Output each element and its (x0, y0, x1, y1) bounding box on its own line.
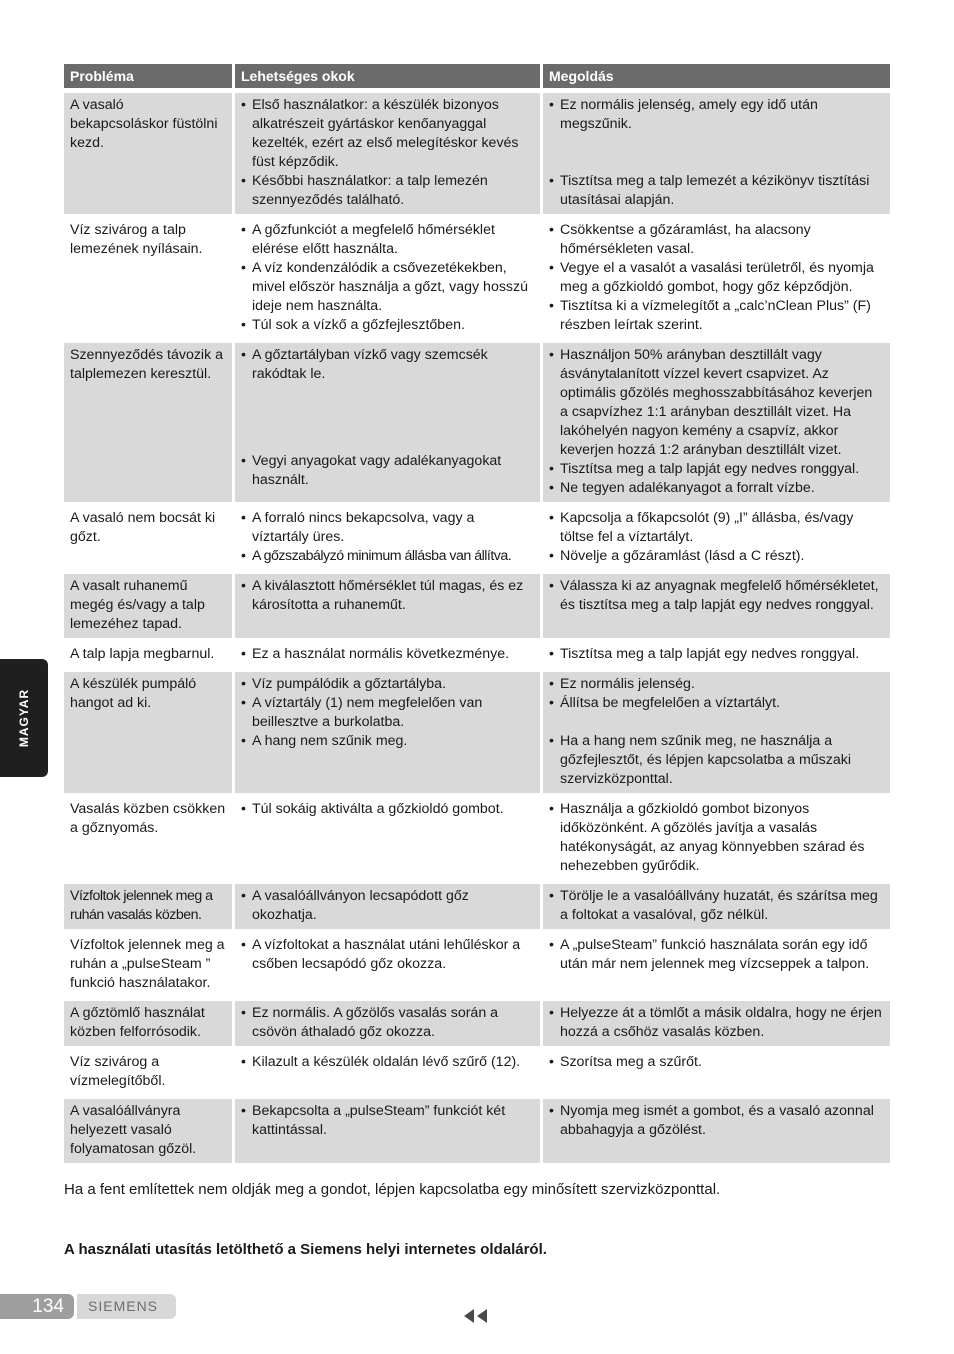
causes-cell (235, 506, 543, 574)
cause-item: • A hang nem szűnik meg. (241, 732, 534, 751)
causes-cell (235, 1001, 543, 1050)
header-solution: Megoldás (543, 64, 890, 93)
solution-item: • Válassza ki az anyagnak megfelelő hőmérsékletet, és tisztítsa meg a talp lapját egy nedves ronggyal. (549, 577, 884, 615)
solution-item: • Ez normális jelenség, amely egy idő után megszűnik. (549, 96, 884, 134)
table-row (64, 343, 890, 506)
causes-cell (235, 93, 543, 218)
solutions-cell (543, 933, 890, 1001)
cause-item: • Későbbi használatkor: a talp lemezén szennyeződés található. (241, 172, 534, 210)
problem-cell: A készülék pumpáló hangot ad ki. (64, 672, 235, 797)
solutions-cell (543, 672, 890, 797)
causes-cell (235, 1099, 543, 1167)
problem-cell: A vasalt ruhanemű megég és/vagy a talp lemezéhez tapad. (64, 574, 235, 642)
solution-item: • Tisztítsa meg a talp lemezét a kézikönyv tisztítási utasításai alapján. (549, 172, 884, 210)
problem-cell: A gőztömlő használat közben felforrósodik. (64, 1001, 235, 1050)
table-row (64, 506, 890, 574)
table-row (64, 574, 890, 642)
solutions-cell (543, 884, 890, 933)
problem-cell: Szennyeződés távozik a talplemezen keresztül. (64, 343, 235, 506)
solutions-cell (543, 93, 890, 218)
solutions-cell (543, 343, 890, 506)
causes-cell (235, 574, 543, 642)
solution-item: • Törölje le a vasalóállvány huzatát, és szárítsa meg a foltokat a vasalóval, gőz nélkül. (549, 887, 884, 925)
solutions-cell (543, 1001, 890, 1050)
table-row (64, 1050, 890, 1099)
problem-cell: A vasaló nem bocsát ki gőzt. (64, 506, 235, 574)
solution-item: • Ez normális jelenség. (549, 675, 884, 694)
solution-item: • Helyezze át a tömlőt a másik oldalra, hogy ne érjen hozzá a csőhöz vasalás közben. (549, 1004, 884, 1042)
download-note: A használati utasítás letölthető a Siemens helyi internetes oldaláról. (64, 1241, 547, 1258)
causes-cell (235, 884, 543, 933)
cause-item: • Víz pumpálódik a gőztartályba. (241, 675, 534, 694)
cause-item: • Vegyi anyagokat vagy adalékanyagokat használt. (241, 452, 534, 490)
cause-item: • Túl sokáig aktiválta a gőzkioldó gombot. (241, 800, 534, 819)
causes-cell (235, 642, 543, 672)
causes-cell (235, 343, 543, 506)
problem-cell: Vízfoltok jelennek meg a ruhán a „pulseSteam ” funkció használatakor. (64, 933, 235, 1001)
cause-item: • Első használatkor: a készülék bizonyos alkatrészeit gyártáskor kenőanyaggal kezelték, ezért az első melegítéskor kevés füst képződik. (241, 96, 534, 172)
solution-item: • Csökkentse a gőzáramlást, ha alacsony hőmérsékleten vasal. (549, 221, 884, 259)
solutions-cell (543, 1050, 890, 1099)
causes-cell (235, 933, 543, 1001)
cause-item: • Túl sok a vízkő a gőzfejlesztőben. (241, 316, 534, 335)
problem-cell: Vízfoltok jelennek meg a ruhán vasalás közben. (64, 884, 235, 933)
solution-item: • Növelje a gőzáramlást (lásd a C részt). (549, 547, 884, 566)
cause-item: • A forraló nincs bekapcsolva, vagy a víztartály üres. (241, 509, 534, 547)
cause-item: • A vasalóállványon lecsapódott gőz okozhatja. (241, 887, 534, 925)
causes-cell (235, 1050, 543, 1099)
table-row (64, 933, 890, 1001)
solution-item: • Ne tegyen adalékanyagot a forralt vízbe. (549, 479, 884, 498)
cause-item: • Bekapcsolta a „pulseSteam” funkciót két kattintással. (241, 1102, 534, 1140)
cause-item: • A gőzszabályzó minimum állásba van állítva. (241, 547, 534, 566)
header-problem: Probléma (64, 64, 235, 93)
brand-label: SIEMENS (77, 1294, 176, 1319)
cause-item: • A gőzfunkciót a megfelelő hőmérséklet elérése előtt használta. (241, 221, 534, 259)
troubleshooting-table (64, 64, 890, 1167)
problem-cell: Víz szivárog a vízmelegítőből. (64, 1050, 235, 1099)
table-row (64, 672, 890, 797)
side-tab-label: MAGYAR (17, 688, 31, 748)
cause-item: • Ez a használat normális következménye. (241, 645, 534, 664)
solutions-cell (543, 574, 890, 642)
solution-item: • A „pulseSteam” funkció használata során egy idő után már nem jelennek meg vízcseppek a talpon. (549, 936, 884, 974)
solution-item: • Szorítsa meg a szűrőt. (549, 1053, 884, 1072)
solution-item: • Ha a hang nem szűnik meg, ne használja a gőzfejlesztőt, és lépjen kapcsolatba a műszaki szervizközponttal. (549, 732, 884, 789)
problem-cell: A talp lapja megbarnul. (64, 642, 235, 672)
solutions-cell (543, 506, 890, 574)
problem-cell: A vasaló bekapcsoláskor füstölni kezd. (64, 93, 235, 218)
problem-cell: Vasalás közben csökken a gőznyomás. (64, 797, 235, 884)
table-row (64, 884, 890, 933)
solution-item: • Nyomja meg ismét a gombot, és a vasaló azonnal abbahagyja a gőzölést. (549, 1102, 884, 1140)
solution-item: • Kapcsolja a főkapcsolót (9) „I” állásba, és/vagy töltse fel a víztartályt. (549, 509, 884, 547)
causes-cell (235, 797, 543, 884)
cause-item: • A gőztartályban vízkő vagy szemcsék rakódtak le. (241, 346, 534, 384)
solution-item: • Tisztítsa ki a vízmelegítőt a „calc’nClean Plus” (F) részben leírtak szerint. (549, 297, 884, 335)
cause-item: • A víztartály (1) nem megfelelően van beillesztve a burkolatba. (241, 694, 534, 732)
solutions-cell (543, 642, 890, 672)
service-note: Ha a fent említettek nem oldják meg a gondot, lépjen kapcsolatba egy minősített szervizközponttal. (64, 1181, 721, 1198)
language-side-tab (0, 659, 48, 777)
causes-cell (235, 672, 543, 797)
table-row (64, 642, 890, 672)
page-number: 134 (0, 1294, 74, 1319)
cause-item: • A víz kondenzálódik a csővezetékekben, mivel először használja a gőzt, vagy hosszú ideje nem használta. (241, 259, 534, 316)
double-left-arrow-icon[interactable] (463, 1308, 489, 1324)
table-row (64, 797, 890, 884)
solutions-cell (543, 797, 890, 884)
solution-item: • Tisztítsa meg a talp lapját egy nedves ronggyal. (549, 645, 884, 664)
causes-cell (235, 218, 543, 343)
cause-item: • Ez normális. A gőzölős vasalás során a csövön áthaladó gőz okozza. (241, 1004, 534, 1042)
table-header-row (64, 64, 890, 93)
problem-cell: Víz szivárog a talp lemezének nyílásain. (64, 218, 235, 343)
solutions-cell (543, 1099, 890, 1167)
solution-item: • Állítsa be megfelelően a víztartályt. (549, 694, 884, 713)
table-row (64, 1001, 890, 1050)
solution-item: • Vegye el a vasalót a vasalási területről, és nyomja meg a gőzkioldó gombot, hogy gőz képződjön. (549, 259, 884, 297)
table-row (64, 218, 890, 343)
table-row (64, 93, 890, 218)
cause-item: • A kiválasztott hőmérséklet túl magas, és ez károsította a ruhaneműt. (241, 577, 534, 615)
solutions-cell (543, 218, 890, 343)
solution-item: • Tisztítsa meg a talp lapját egy nedves ronggyal. (549, 460, 884, 479)
solution-item: • Használjon 50% arányban desztillált vagy ásványtalanított vízzel kevert csapvizet. Az optimális gőzölés meghosszabbításához keverjen a csapvízhez 1:1 arányban desztillált vizet. Ha lakóhelyén nagyon kemény a csapvíz, akkor keverjen hozzá 1:2 arányban desztillált vizet. (549, 346, 884, 460)
cause-item: • A vízfoltokat a használat utáni lehűléskor a csőben lecsapódó gőz okozza. (241, 936, 534, 974)
solution-item: • Használja a gőzkioldó gombot bizonyos időközönként. A gőzölés javítja a vasalás hatékonyságát, az anyag könnyebben szárad és nehezebben gyűrődik. (549, 800, 884, 876)
header-causes: Lehetséges okok (235, 64, 543, 93)
table-row (64, 1099, 890, 1167)
cause-item: • Kilazult a készülék oldalán lévő szűrő (12). (241, 1053, 534, 1072)
problem-cell: A vasalóállványra helyezett vasaló folyamatosan gőzöl. (64, 1099, 235, 1167)
